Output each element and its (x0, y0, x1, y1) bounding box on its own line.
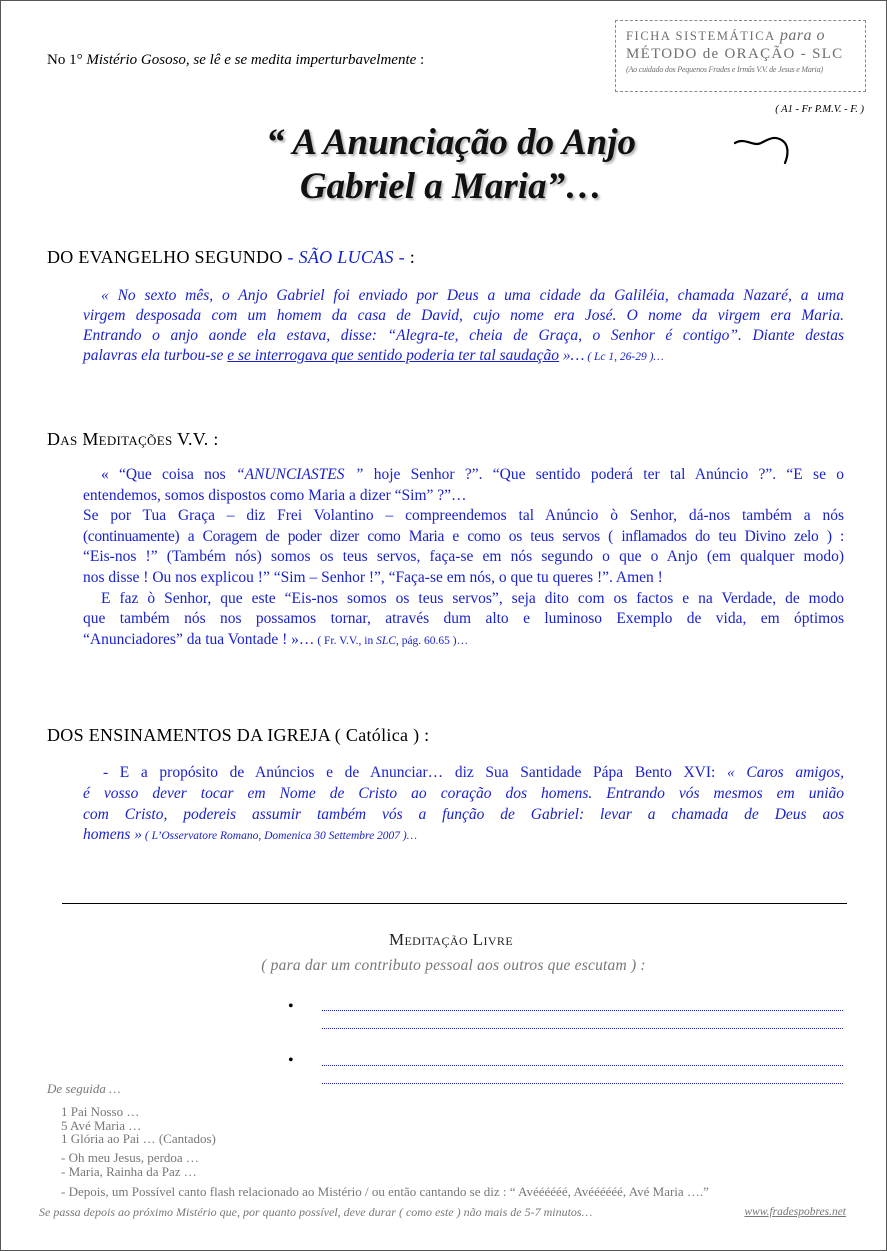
write-in-line[interactable] (322, 1028, 843, 1029)
meditations-passage (83, 465, 844, 651)
teaching-line: com Cristo, podereis assumir também vós a função de Gabriel: levar a chamada de Deus aos (83, 805, 844, 823)
bullet-icon: • (288, 1052, 294, 1069)
gospel-heading: DO EVANGELHO SEGUNDO - SÃO LUCAS - : (47, 247, 415, 267)
gospel-line: « No sexto mês, o Anjo Gabriel foi enviado por Deus a uma cidade da Galiléia, chamada Nazaré, a uma (101, 287, 844, 304)
final-instruction: - Depois, um Possível canto flash relacionado ao Mistério / ou então cantando se diz : “ Avéééééé, Avéééééé, Avé Maria ….” (61, 1184, 709, 1199)
prayer-item: 1 Glória ao Pai … (Cantados) (61, 1131, 216, 1146)
invocation-item: - Oh meu Jesus, perdoa … (61, 1150, 199, 1165)
bullet-icon: • (288, 998, 294, 1015)
write-in-line[interactable] (322, 1065, 843, 1066)
gospel-line: virgem desposada com um homem da casa de David, cujo nome era José. O nome da virgem era Maria. (83, 307, 844, 324)
meditation-line: que também nós nos possamos tornar, através dum alto e luminoso Exemplo de vida, em óptimos (83, 610, 844, 628)
meditation-line: Se por Tua Graça – diz Frei Volantino – compreendemos tal Anúncio ò Senhor, dá-nos também a nós (83, 507, 844, 525)
prayer-item: 1 Pai Nosso … (61, 1104, 140, 1119)
gospel-passage (83, 286, 844, 367)
church-teachings-passage (83, 763, 844, 847)
method-card-box (615, 20, 866, 92)
page-title: “ A Anunciação do Anjo Gabriel a Maria”… (265, 122, 637, 207)
teaching-line: - E a propósito de Anúncios e de Anunciar… diz Sua Santidade Pápa Bento XVI: « Caros amigos, (103, 764, 844, 781)
meditation-line: (continuamente) a Coragem de poder dizer como Maria e como os teus servos ( inflamados do teu Divino zelo ) : (83, 527, 844, 545)
free-meditation-subtitle: ( para dar um contributo pessoal aos outros que escutam ) : (261, 957, 646, 974)
invocation-item: - Maria, Rainha da Paz … (61, 1163, 197, 1179)
church-teachings-heading: DOS ENSINAMENTOS DA IGREJA ( Católica ) : (47, 725, 430, 745)
invocation-list (61, 1151, 199, 1178)
prayer-list (61, 1105, 216, 1146)
intro-line: No 1° Mistério Gososo, se lê e se medita imperturbavelmente : (47, 52, 425, 68)
teaching-line: homens » ( L’Osservatore Romano, Domenica 30 Settembre 2007 )… (83, 826, 417, 844)
meditation-line: entendemos, somos dispostos como Maria a dizer “Sim” ?”… (83, 486, 467, 504)
meditation-line: “Eis-nos !” (Também nós) somos os teus servos, faça-se em nós segundo o que o Anjo (em qualquer modo) (83, 548, 844, 566)
meditations-heading: Das Meditações V.V. : (47, 429, 219, 449)
method-card-line1: FICHA SISTEMÁTICA para o (626, 27, 826, 44)
write-in-line[interactable] (322, 1010, 843, 1011)
gospel-line: palavras ela turbou-se e se interrogava que sentido poderia ter tal saudação »… ( Lc 1, 26-29 )… (83, 347, 664, 364)
method-card-line3: (Ao cuidado dos Pequenos Frades e Irmãs V.V. de Jesus e Maria) (626, 65, 823, 74)
section-divider (62, 903, 847, 904)
teaching-line: é vosso dever tocar em Nome de Cristo ao coração dos homens. Entrando vós mesmos em união (83, 784, 844, 802)
write-in-line[interactable] (322, 1083, 843, 1084)
meditation-line: nos disse ! Ou nos explicou !” “Sim – Senhor !”, “Faça-se em nós, o que tu queres !”. Amen ! (83, 568, 663, 586)
meditation-line: E faz ò Senhor, que este “Eis-nos somos os teus servos”, seja dito com os factos e na Verdade, de modo (101, 589, 844, 607)
closing-intro: De seguida … (47, 1081, 121, 1096)
meditation-line: « “Que coisa nos “ANUNCIASTES ” hoje Senhor ?”. “Que sentido poderá ter tal Anúncio ?”. “E se o (101, 466, 844, 483)
swoosh-ornament (731, 129, 793, 171)
website-link[interactable]: www.fradespobres.net (744, 1206, 846, 1218)
prayer-item: 5 Avé Maria … (61, 1117, 142, 1133)
meditation-line: “Anunciadores” da tua Vontade ! »… ( Fr. V.V., in SLC, pág. 60.65 )… (83, 630, 469, 648)
method-card-line2: MÉTODO de ORAÇÃO - SLC (626, 46, 844, 62)
footer-note: Se passa depois ao próximo Mistério que, por quanto possível, deve durar ( como este ) não mais de 5-7 minutos… (39, 1205, 593, 1219)
free-meditation-title: Meditação Livre (388, 930, 514, 949)
gospel-line: Entrando o anjo aonde ela estava, disse: “Alegra-te, cheia de Graça, o Senhor é contigo”. Diante destas (83, 327, 844, 344)
reference-code: ( A1 - Fr P.M.V. - F. ) (775, 104, 864, 115)
